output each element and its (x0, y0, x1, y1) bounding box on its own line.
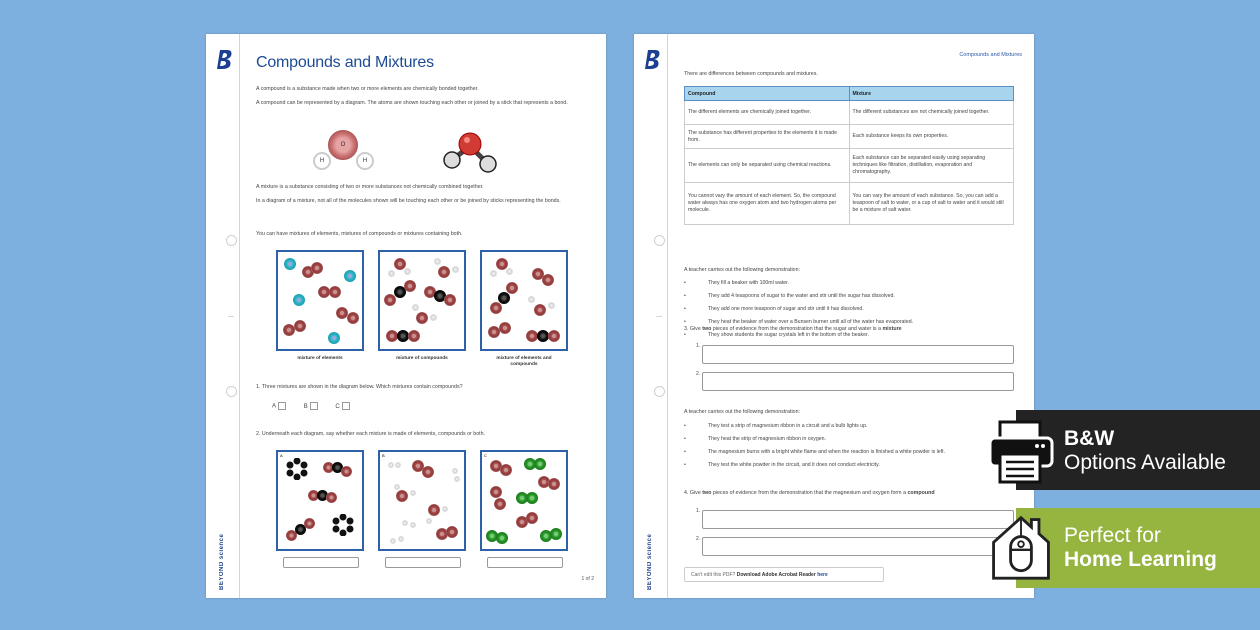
list-item: • They show students the sugar crystals left in the bottom of the beaker. (684, 332, 1022, 339)
table-row: The different elements are chemically joined together. The different substances are not chemically joined together. (685, 101, 1014, 125)
page-title: Compounds and Mixtures (256, 54, 434, 71)
running-header: Compounds and Mixtures (959, 52, 1022, 58)
home-subtitle: Home Learning (1064, 548, 1217, 571)
diagram-mixture-of-both (480, 250, 568, 351)
compound-diagram-text: A compound can be represented by a diagram. The atoms are shown touching each other or joined by a stick that represents a bond. (256, 100, 568, 106)
answer-box-c[interactable] (487, 557, 563, 568)
question-1: 1. Three mixtures are shown in the diagram below. Which mixtures contain compounds? (256, 384, 463, 390)
beyond-science-brand: BEYOND science (647, 533, 653, 590)
table-row: The elements can only be separated using chemical reactions. Each substance can be separated easily using separating techniques like filtration, distillation, evaporation and chromatography. (685, 149, 1014, 183)
question-1-options: A B C (272, 402, 594, 411)
question-4: 4. Give two pieces of evidence from the demonstration that the magnesium and oxygen form a compound (684, 490, 935, 496)
q4-answer-1[interactable] (702, 510, 1014, 529)
home-title: Perfect for (1064, 524, 1161, 547)
diagram-mixture-of-elements (276, 250, 364, 351)
house-mouse-icon (986, 512, 1056, 582)
demo-2-intro: A teacher carries out the following demonstration: (684, 409, 801, 415)
printer-icon (986, 418, 1056, 488)
diagram-c: C (480, 450, 568, 551)
margin-line (239, 34, 240, 598)
comparison-table (684, 86, 1014, 225)
demo-1-steps (684, 280, 1022, 345)
demo-2-steps (684, 423, 1022, 475)
hole-punch-mark (654, 235, 665, 246)
caption-mixture-of-both: mixture of elements and compounds (496, 356, 552, 367)
caption-mixture-of-elements: mixture of elements (297, 356, 343, 361)
list-item: • The magnesium burns with a bright white flame and when the reaction is finished a white powder is left. (684, 449, 1022, 456)
oxygen-atom: O (328, 130, 358, 160)
margin-line (667, 34, 668, 598)
q4-answer-2[interactable] (702, 537, 1014, 556)
table-row: You cannot vary the amount of each element. So, the compound water always has one oxygen atom and two hydrogen atoms per molecule. You can vary the amount of each substance. So, you can add a teaspoon of salt to water, or a cup of salt to water and it would still be a mixture of salt water. (685, 183, 1014, 225)
answer-box-a[interactable] (283, 557, 359, 568)
q3-answer-2[interactable] (702, 372, 1014, 391)
compound-definition: A compound is a substance made when two or more elements are chemically bonded together. (256, 86, 479, 92)
list-item: • They heat the strip of magnesium ribbon in oxygen. (684, 436, 1022, 443)
hole-punch-mark (226, 386, 237, 397)
q3-answer-1[interactable] (702, 345, 1014, 364)
list-item: • They test the white powder in the circuit, and it does not conduct electricity. (684, 462, 1022, 469)
list-item: • They add 4 teaspoons of sugar to the water and stir until the sugar has dissolved. (684, 293, 1022, 300)
list-item: • They fill a beaker with 100ml water. (684, 280, 1022, 287)
diagram-a: A (276, 450, 364, 551)
bw-options-badge (1016, 410, 1260, 490)
question-3: 3. Give two pieces of evidence from the demonstration that the sugar and water is a mixture (684, 326, 902, 332)
mixture-definition: A mixture is a substance consisting of two or more substances not chemically combined together. (256, 184, 484, 190)
fold-mark (656, 316, 662, 317)
fold-mark (228, 316, 234, 317)
water-molecule-flat (308, 130, 378, 174)
hydrogen-atom: H (313, 152, 331, 170)
demo-1-intro: A teacher carries out the following demonstration: (684, 267, 801, 273)
list-item: • They test a strip of magnesium ribbon in a circuit and a bulb lights up. (684, 423, 1022, 430)
hole-punch-mark (654, 386, 665, 397)
worksheet-page-1 (206, 34, 606, 598)
beyond-science-brand: BEYOND science (219, 533, 225, 590)
beyond-logo-icon (644, 48, 662, 70)
worksheet-page-2: BEYOND science Compounds and Mixtures There are differences between compounds and mixtures. Compound Mixture The different elements are chemically joined together. The different substances are not chemically joined together. The substance has different properties to the elements it is made from. Each substance keeps its own properties. The elements can only be separated using chemical reactions. Each substance can be separated easily using separating techniques like filtration, distillation, evaporation and chromatography. You cannot vary the amount of each element. So, the compound water always has one oxygen atom and two hydrogen atoms per molecule. You can vary the amount of each substance. So, you can add a teaspoon of salt to water, or a cup of salt to water and it would still be a mixture of salt water. A teacher carries out the following demonstration: • They fill a beaker with 100ml water. • They add 4 teaspoons of sugar to the water and stir until the sugar has dissolved. • They add one more teaspoon of sugar and stir until it has dissolved. • They heat the beaker of water over a Bunsen burner until all of the water has evaporated. • They show students the sugar crystals left in the bottom of the beaker. 3. Give two pieces of evidence from the demonstration that the sugar and water is a mixture 1. 2. A teacher carries out the following demonstration: • They test a strip of magnesium ribbon in a circuit and a bulb lights up. • They heat the strip of magnesium ribbon in oxygen. • The magnesium burns with a bright white flame and when the reaction is finished a white powder is left. • They test the white powder in the circuit, and it does not conduct electricity. 4. Give two pieces of evidence from the demonstration that the magnesium and oxygen form a compound 1. 2. Can't edit this PDF? Download Adobe Acrobat Reader here (634, 34, 1034, 598)
question-2: 2. Underneath each diagram, say whether each mixture is made of elements, compounds or both. (256, 431, 486, 437)
diagram-mixture-of-compounds (378, 250, 466, 351)
beyond-logo-icon (216, 48, 234, 70)
diagram-b: B (378, 450, 466, 551)
mixture-diagram-text: In a diagram of a mixture, not all of the molecules shown will be touching each other or be joined by sticks representing the bonds. (256, 198, 561, 204)
bw-title: B&W (1064, 427, 1115, 450)
bw-subtitle: Options Available (1064, 451, 1226, 474)
hole-punch-mark (226, 235, 237, 246)
water-molecule-3d-icon (440, 130, 500, 176)
table-row: The substance has different properties to the elements it is made from. Each substance keeps its own properties. (685, 125, 1014, 149)
checkbox-c[interactable] (342, 402, 350, 410)
benzene-ring-icon (332, 514, 354, 536)
benzene-ring-icon (286, 458, 308, 480)
checkbox-a[interactable] (278, 402, 286, 410)
mixture-types-text: You can have mixtures of elements, mixtures of compounds or mixtures containing both. (256, 231, 463, 237)
hydrogen-atom: H (356, 152, 374, 170)
home-learning-badge (1016, 508, 1260, 588)
table-intro: There are differences between compounds and mixtures. (684, 71, 818, 77)
acrobat-reader-notice: Can't edit this PDF? Download Adobe Acrobat Reader here (684, 567, 884, 582)
page-number: 1 of 2 (581, 576, 594, 582)
answer-box-b[interactable] (385, 557, 461, 568)
checkbox-b[interactable] (310, 402, 318, 410)
list-item: • They add one more teaspoon of sugar and stir until it has dissolved. (684, 306, 1022, 313)
caption-mixture-of-compounds: mixture of compounds (396, 356, 448, 361)
list-item: • They heat the beaker of water over a Bunsen burner until all of the water has evaporated. (684, 319, 1022, 326)
header-mixture: Mixture (849, 87, 1014, 101)
header-compound: Compound (685, 87, 850, 101)
acrobat-download-link[interactable]: here (817, 572, 828, 578)
